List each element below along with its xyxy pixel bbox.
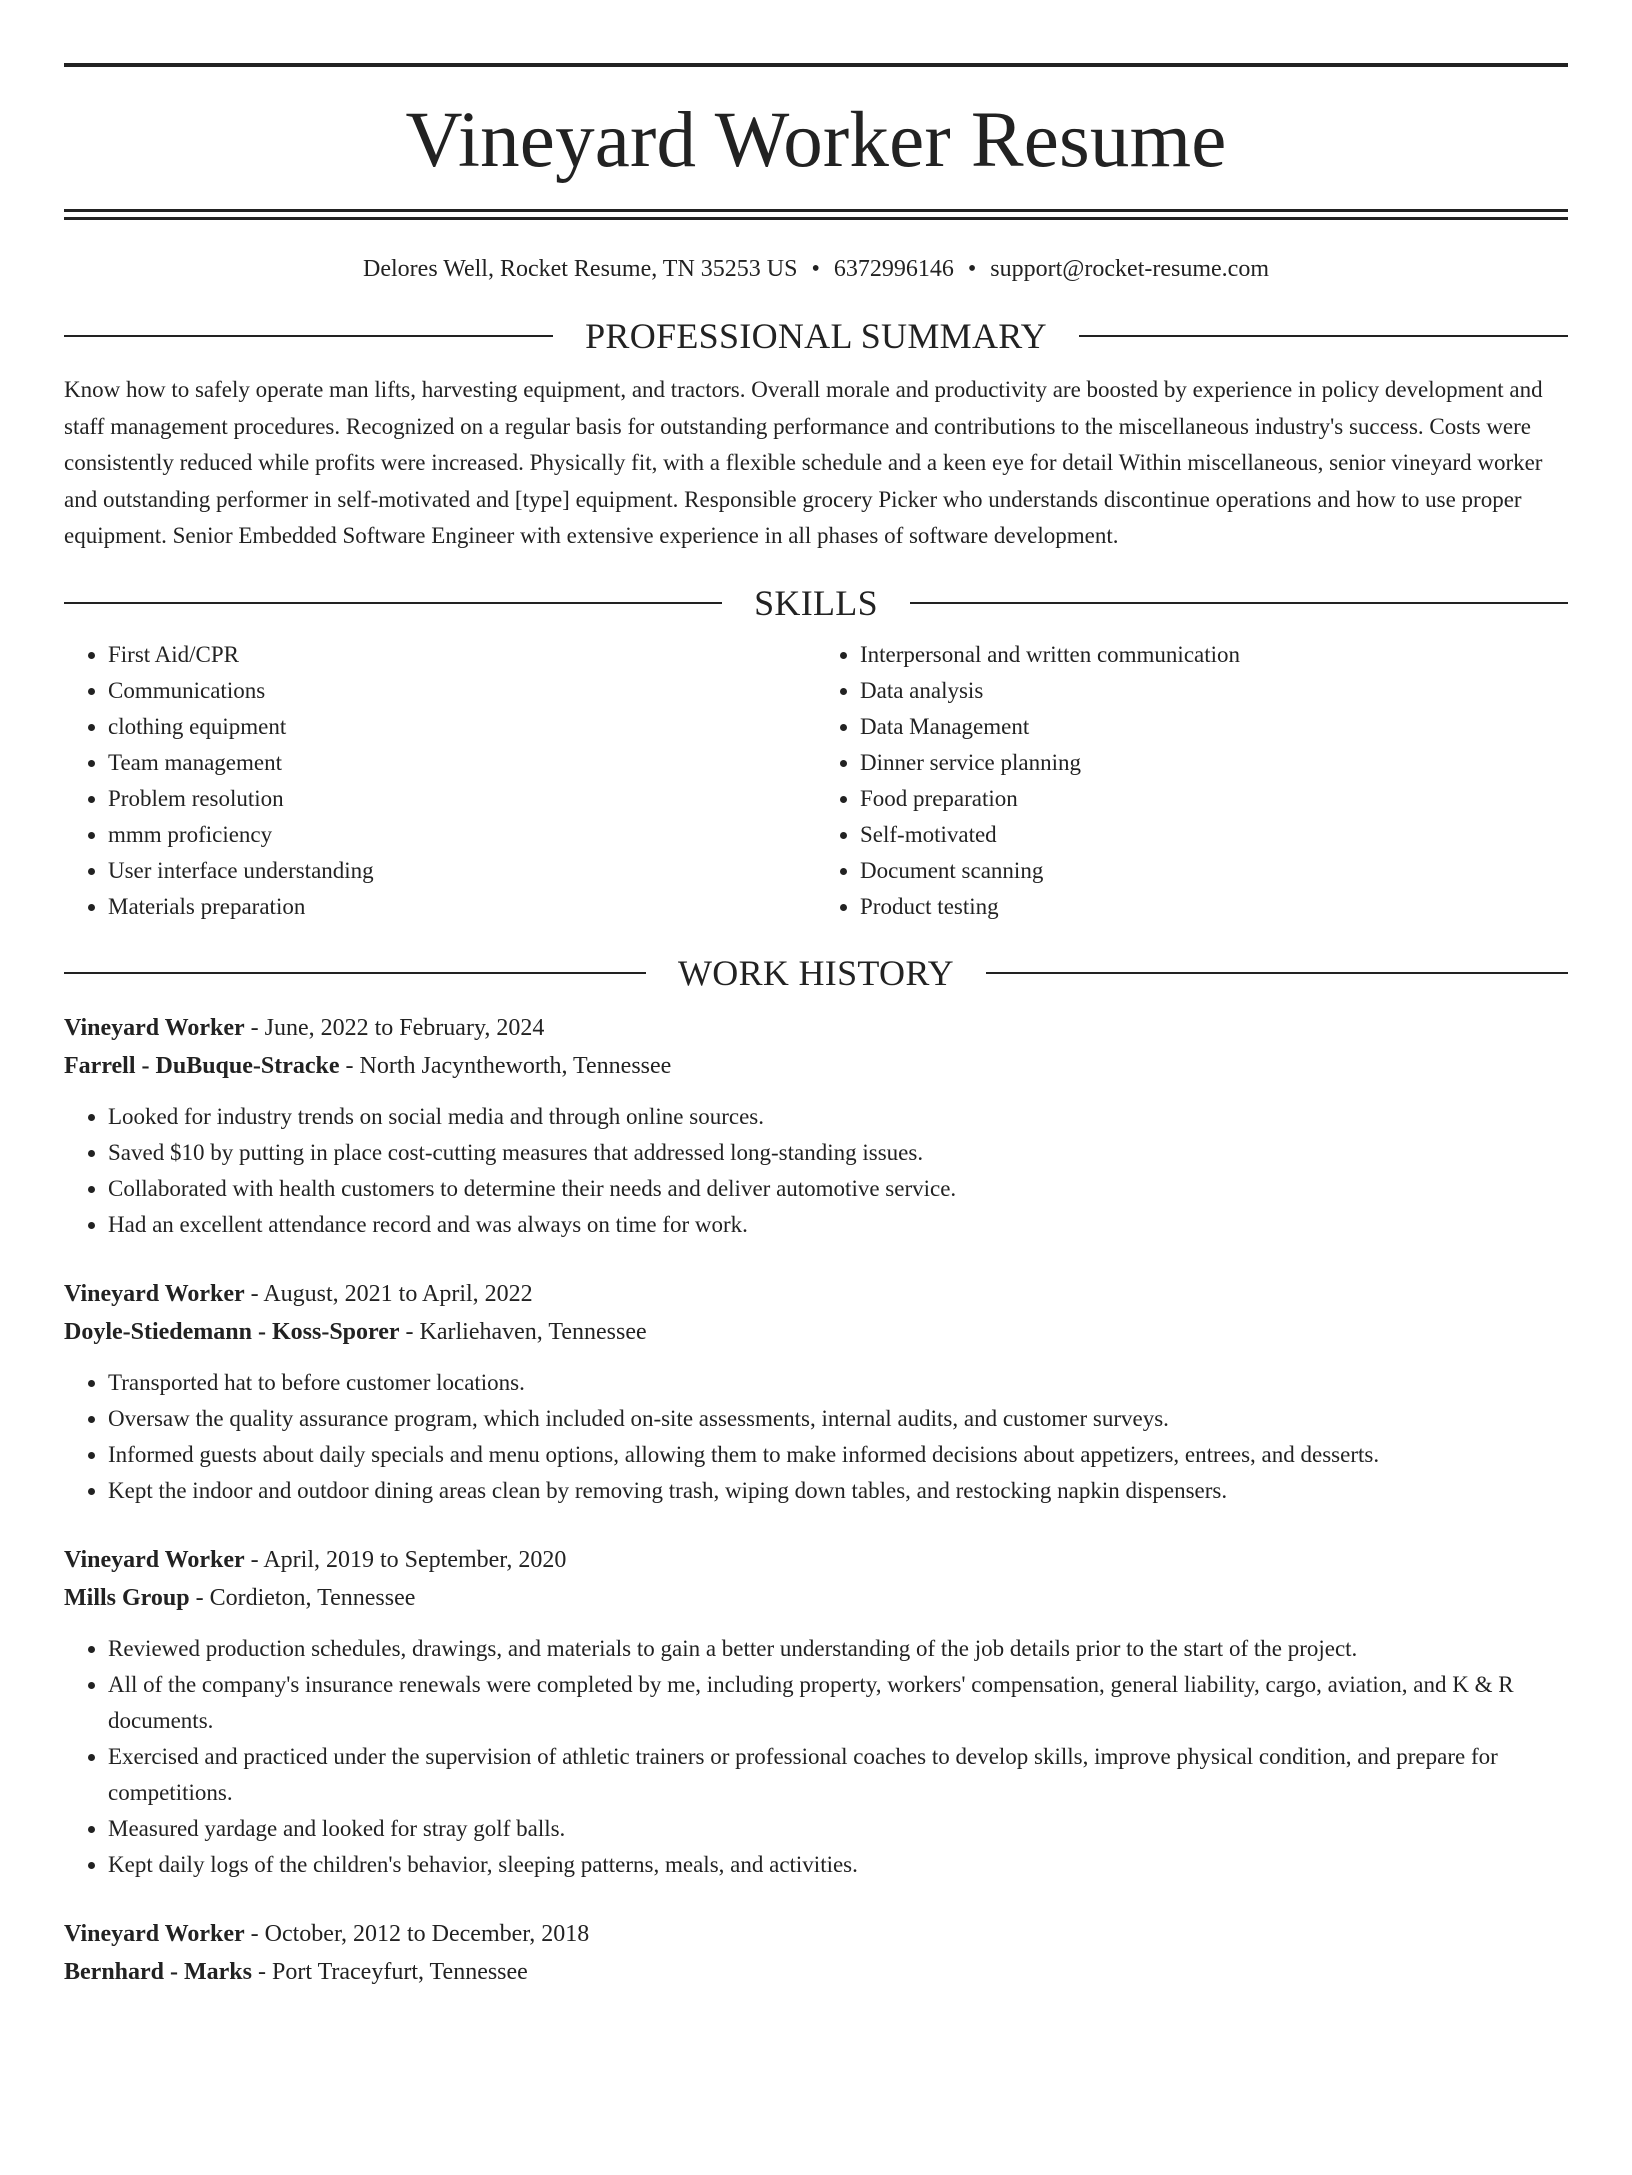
job-company: Mills Group — [64, 1584, 190, 1611]
section-divider-right — [910, 602, 1568, 604]
job-bullets — [64, 1631, 1568, 1883]
job-location: - North Jacyntheworth, Tennessee — [339, 1052, 672, 1079]
job-company-line — [64, 1953, 1568, 1991]
professional-summary-text: Know how to safely operate man lifts, harvesting equipment, and tractors. Overall morale and productivity are boosted by experience in policy development and staff management procedures. Recognized on a regular basis for outstanding performance and contributions to the miscellaneous industry's success. Costs were consistently reduced while profits were increased. Physically fit, with a flexible schedule and a keen eye for detail Within miscellaneous, senior vineyard worker and outstanding performer in self-motivated and [type] equipment. Responsible grocery Picker who understands discontinue operations and how to use proper equipment. Senior Embedded Software Engineer with extensive experience in all phases of software development. — [64, 377, 1543, 548]
job-bullet: • All of the company's insurance renewals were completed by me, including property, workers' compensation, general liability, cargo, aviation, and K & R documents. — [108, 1667, 1568, 1739]
job-bullets — [64, 1365, 1568, 1509]
contact-email: support@rocket-resume.com — [990, 256, 1269, 282]
job-dates: - April, 2019 to September, 2020 — [244, 1546, 567, 1573]
job-title: Vineyard Worker — [64, 1546, 245, 1573]
job-dates: - June, 2022 to February, 2024 — [244, 1014, 545, 1041]
job-bullet: • Kept the indoor and outdoor dining areas clean by removing trash, wiping down tables, and restocking napkin dispensers. — [108, 1473, 1568, 1509]
contact-info — [64, 254, 1568, 284]
skill-item: • User interface understanding — [108, 853, 816, 889]
job-location: - Karliehaven, Tennessee — [399, 1318, 647, 1345]
skill-item: • Self-motivated — [860, 817, 1568, 853]
job-bullet: • Exercised and practiced under the supervision of athletic trainers or professional coaches to develop skills, improve physical condition, and prepare for competitions. — [108, 1739, 1568, 1811]
page-title: Vineyard Worker Resume — [405, 97, 1227, 184]
skill-item: • clothing equipment — [108, 709, 816, 745]
job-company: Farrell - DuBuque-Stracke — [64, 1052, 340, 1079]
job-bullet: • Transported hat to before customer locations. — [108, 1365, 1568, 1401]
job-title: Vineyard Worker — [64, 1920, 245, 1947]
skills-section-title: SKILLS — [754, 582, 878, 623]
section-divider-right — [986, 972, 1568, 974]
job-dates: - August, 2021 to April, 2022 — [244, 1280, 533, 1307]
job-location: - Cordieton, Tennessee — [189, 1584, 416, 1611]
job-bullet: • Measured yardage and looked for stray golf balls. — [108, 1811, 1568, 1847]
job-bullet: • Looked for industry trends on social media and through online sources. — [108, 1099, 1568, 1135]
skill-item: • Interpersonal and written communication — [860, 637, 1568, 673]
skill-item: • First Aid/CPR — [108, 637, 816, 673]
job-bullet: • Saved $10 by putting in place cost-cutting measures that addressed long-standing issues. — [108, 1135, 1568, 1171]
job-bullet: • Informed guests about daily specials and menu options, allowing them to make informed decisions about appetizers, entrees, and desserts. — [108, 1437, 1568, 1473]
skill-item: • Data analysis — [860, 673, 1568, 709]
job-company-line — [64, 1047, 1568, 1085]
skill-item: • Data Management — [860, 709, 1568, 745]
job-bullets — [64, 1099, 1568, 1243]
job-title-line — [64, 1541, 1568, 1579]
skills-column-right — [816, 637, 1568, 925]
skill-item: • Communications — [108, 673, 816, 709]
section-divider-left — [64, 602, 722, 604]
job-title-line — [64, 1915, 1568, 1953]
contact-separator: • — [811, 256, 820, 282]
top-divider — [64, 63, 1568, 67]
job-bullet: • Had an excellent attendance record and was always on time for work. — [108, 1207, 1568, 1243]
skill-item: • Materials preparation — [108, 889, 816, 925]
skills-section-header — [64, 581, 1568, 625]
skills-list — [64, 637, 1568, 925]
skill-item: • mmm proficiency — [108, 817, 816, 853]
work-history-list — [64, 1009, 1568, 1991]
job-bullet: • Reviewed production schedules, drawings, and materials to gain a better understanding of the job details prior to the start of the project. — [108, 1631, 1568, 1667]
contact-separator: • — [967, 256, 977, 282]
job-company: Doyle-Stiedemann - Koss-Sporer — [64, 1318, 400, 1345]
job-entry — [64, 1009, 1568, 1243]
job-entry — [64, 1915, 1568, 1991]
skill-item: • Team management — [108, 745, 816, 781]
job-dates: - October, 2012 to December, 2018 — [244, 1920, 590, 1947]
skills-column-left — [64, 637, 816, 925]
skill-item: • Dinner service planning — [860, 745, 1568, 781]
job-company: Bernhard - Marks — [64, 1958, 252, 1985]
contact-phone: 6372996146 — [833, 256, 954, 282]
contact-address: Delores Well, Rocket Resume, TN 35253 US — [363, 256, 798, 282]
job-title-line — [64, 1009, 1568, 1047]
title-double-divider — [64, 209, 1568, 220]
skill-item: • Problem resolution — [108, 781, 816, 817]
job-bullet: • Collaborated with health customers to determine their needs and deliver automotive service. — [108, 1171, 1568, 1207]
skill-item: • Food preparation — [860, 781, 1568, 817]
summary-section-title: PROFESSIONAL SUMMARY — [585, 316, 1047, 356]
skill-item: • Product testing — [860, 889, 1568, 925]
section-divider-left — [64, 335, 553, 337]
job-entry — [64, 1275, 1568, 1509]
job-title: Vineyard Worker — [64, 1280, 245, 1307]
skill-item: • Document scanning — [860, 853, 1568, 889]
job-bullet: • Oversaw the quality assurance program, which included on-site assessments, internal audits, and customer surveys. — [108, 1401, 1568, 1437]
summary-section-header — [64, 314, 1568, 358]
section-divider-left — [64, 972, 646, 974]
job-company-line — [64, 1579, 1568, 1617]
job-title: Vineyard Worker — [64, 1014, 245, 1041]
job-location: - Port Traceyfurt, Tennessee — [252, 1958, 528, 1985]
work-section-header — [64, 951, 1568, 995]
resume-page — [0, 63, 1632, 2175]
work-section-title: WORK HISTORY — [678, 952, 954, 993]
job-entry — [64, 1541, 1568, 1883]
job-title-line — [64, 1275, 1568, 1313]
job-company-line — [64, 1313, 1568, 1351]
section-divider-right — [1079, 335, 1568, 337]
job-bullet: • Kept daily logs of the children's behavior, sleeping patterns, meals, and activities. — [108, 1847, 1568, 1883]
